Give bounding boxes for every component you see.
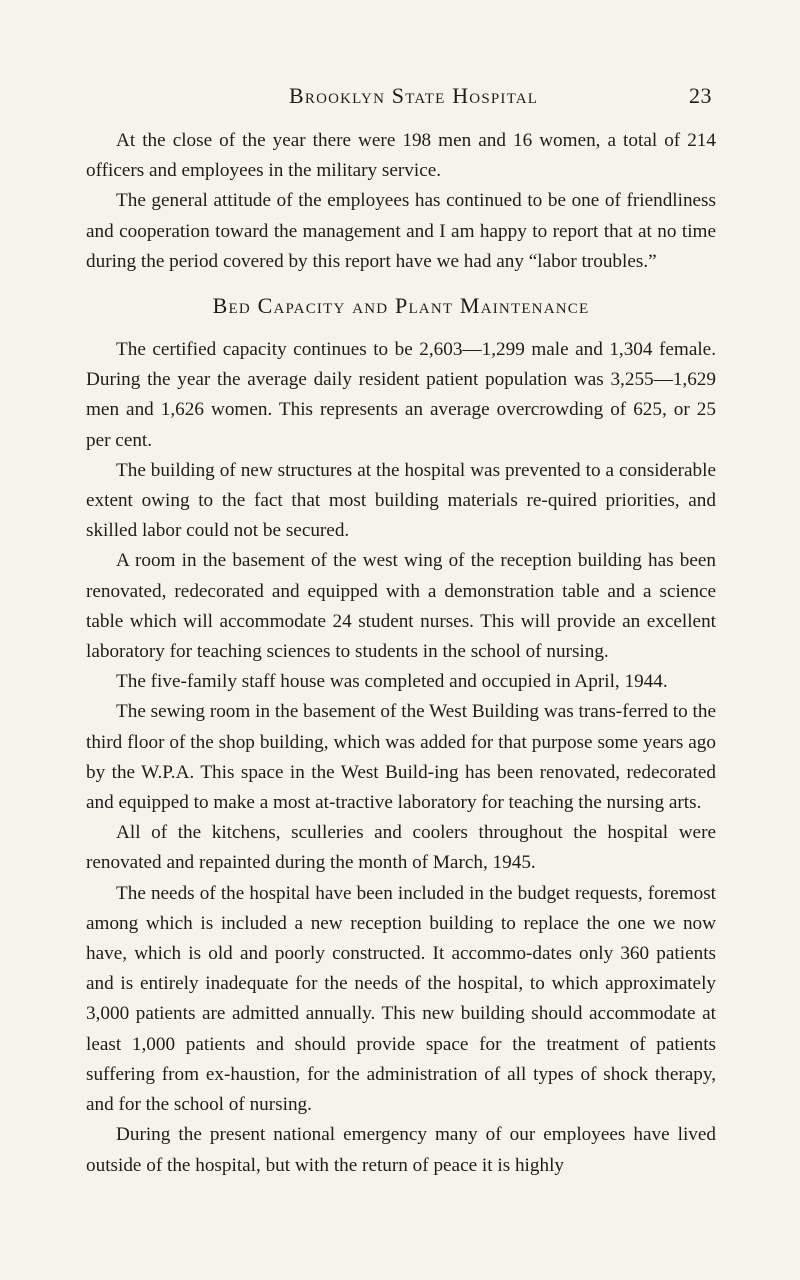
paragraph-budget-requests: The needs of the hospital have been included in the budget requests, foremost among which is included a new reception building to replace the one we now have, which is old and poorly constructed. It accommo-dates only 360 patients and is entirely inadequate for the needs of the hospital, to which approximately 3,000 patients are admitted annually. This new building should accommodate at least 1,000 patients and should provide space for the treatment of patients suffering from ex-haustion, for the administration of all types of shock therapy, and for the school of nursing. bbox=[86, 882, 716, 1116]
body-text bbox=[86, 126, 716, 1181]
paragraph-military-service: At the close of the year there were 198 men and 16 women, a total of 214 officers and employees in the military service. bbox=[86, 130, 716, 182]
running-title: Brooklyn State Hospital bbox=[289, 83, 539, 108]
section-heading: Bed Capacity and Plant Maintenance bbox=[212, 293, 590, 319]
paragraph-basement-room: A room in the basement of the west wing of the reception building has been renovated, redecorated and equipped with a demonstration table and a science table which will accommodate 24 student nurses. This will provide an excellent laboratory for teaching sciences to students in the school of nursing. bbox=[86, 550, 716, 663]
paragraph-kitchens: All of the kitchens, sculleries and coolers throughout the hospital were renovated and repainted during the month of March, 1945. bbox=[86, 822, 716, 874]
paragraph-new-structures: The building of new structures at the hospital was prevented to a considerable extent owing to the fact that most building materials re-quired priorities, and skilled labor could not be secured. bbox=[86, 459, 716, 542]
running-header bbox=[0, 83, 800, 115]
paragraph-sewing-room: The sewing room in the basement of the West Building was trans-ferred to the third floor of the shop building, which was added for that purpose some years ago by the W.P.A. This space in the West Build-ing has been renovated, redecorated and equipped to make a most at-tractive laboratory for teaching the nursing arts. bbox=[86, 701, 716, 814]
paragraph-national-emergency: During the present national emergency many of our employees have lived outside of the hospital, but with the return of peace it is highly bbox=[86, 1124, 716, 1176]
paragraph-staff-house: The five-family staff house was completed and occupied in April, 1944. bbox=[116, 671, 668, 693]
paragraph-certified-capacity: The certified capacity continues to be 2,603—1,299 male and 1,304 female. During the year the average daily resident patient population was 3,255—1,629 men and 1,626 women. This represents an average overcrowding of 625, or 25 per cent. bbox=[86, 339, 716, 451]
page-number: 23 bbox=[689, 83, 712, 108]
paragraph-employee-attitude: The general attitude of the employees has continued to be one of friendliness and cooperation toward the management and I am happy to report that at no time during the period covered by this report have we had any “labor troubles.” bbox=[86, 190, 716, 272]
